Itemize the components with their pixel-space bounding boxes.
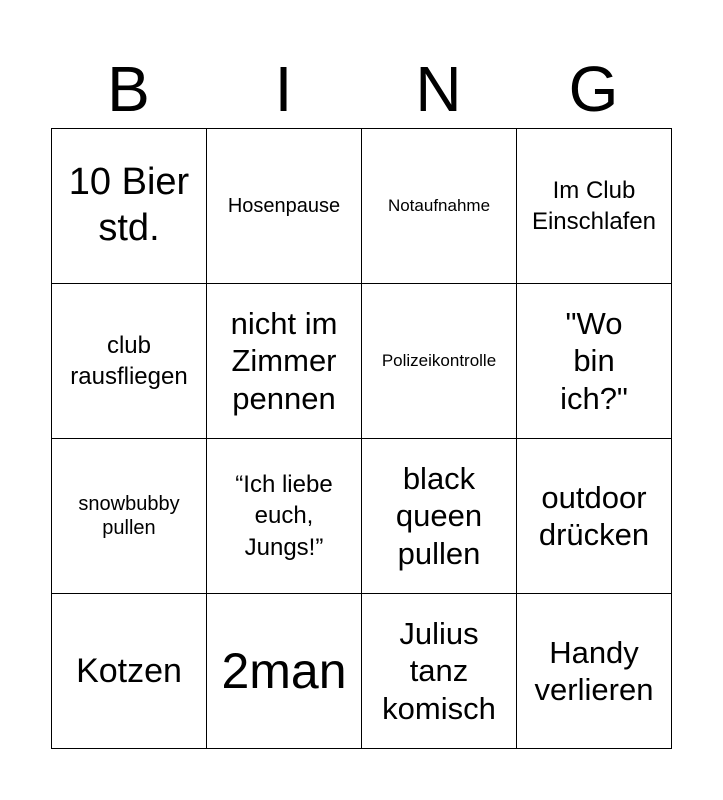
bingo-cell-r3c3[interactable] (362, 439, 517, 594)
bingo-cell-r2c2[interactable] (207, 284, 362, 439)
header-letter-b: B (107, 53, 150, 125)
cell-label: 10 Bier std. (68, 161, 190, 249)
bingo-cell-r2c3[interactable] (362, 284, 517, 439)
bingo-grid (51, 128, 672, 749)
cell-label: Handy verlieren (534, 634, 654, 707)
bingo-cell-r2c4[interactable] (517, 284, 672, 439)
header-letter-g: G (568, 53, 619, 125)
bingo-cell-r4c2[interactable] (207, 594, 362, 749)
cell-label: club rausfliegen (70, 331, 188, 390)
cell-label: Julius tanz komisch (382, 616, 496, 726)
cell-label: “Ich liebe euch, Jungs!” (235, 471, 333, 561)
bingo-cell-r3c4[interactable] (517, 439, 672, 594)
cell-label: 2man (221, 642, 347, 699)
bingo-header (51, 50, 671, 128)
bingo-cell-r4c1[interactable] (52, 594, 207, 749)
header-letter-i: I (274, 53, 293, 125)
cell-label: "Wo bin ich?" (560, 306, 628, 416)
cell-label: Im Club Einschlafen (531, 176, 657, 235)
bingo-cell-r2c1[interactable] (52, 284, 207, 439)
cell-label: Polizeikontrolle (381, 350, 497, 370)
bingo-cell-r1c4[interactable] (517, 129, 672, 284)
cell-label: black queen pullen (395, 461, 483, 571)
bingo-cell-r1c3[interactable] (362, 129, 517, 284)
bingo-cell-r1c2[interactable] (207, 129, 362, 284)
bingo-cell-r1c1[interactable] (52, 129, 207, 284)
bingo-cell-r4c4[interactable] (517, 594, 672, 749)
cell-label: Hosenpause (227, 195, 341, 217)
cell-label: nicht im Zimmer pennen (230, 306, 338, 416)
header-letter-n: N (415, 53, 462, 125)
cell-label: snowbubby pullen (78, 493, 180, 539)
cell-label: Notaufnahme (387, 195, 491, 215)
bingo-cell-r3c2[interactable] (207, 439, 362, 594)
bingo-cell-r3c1[interactable] (52, 439, 207, 594)
cell-label: outdoor drücken (538, 479, 650, 552)
cell-label: Kotzen (76, 651, 182, 690)
bingo-cell-r4c3[interactable] (362, 594, 517, 749)
